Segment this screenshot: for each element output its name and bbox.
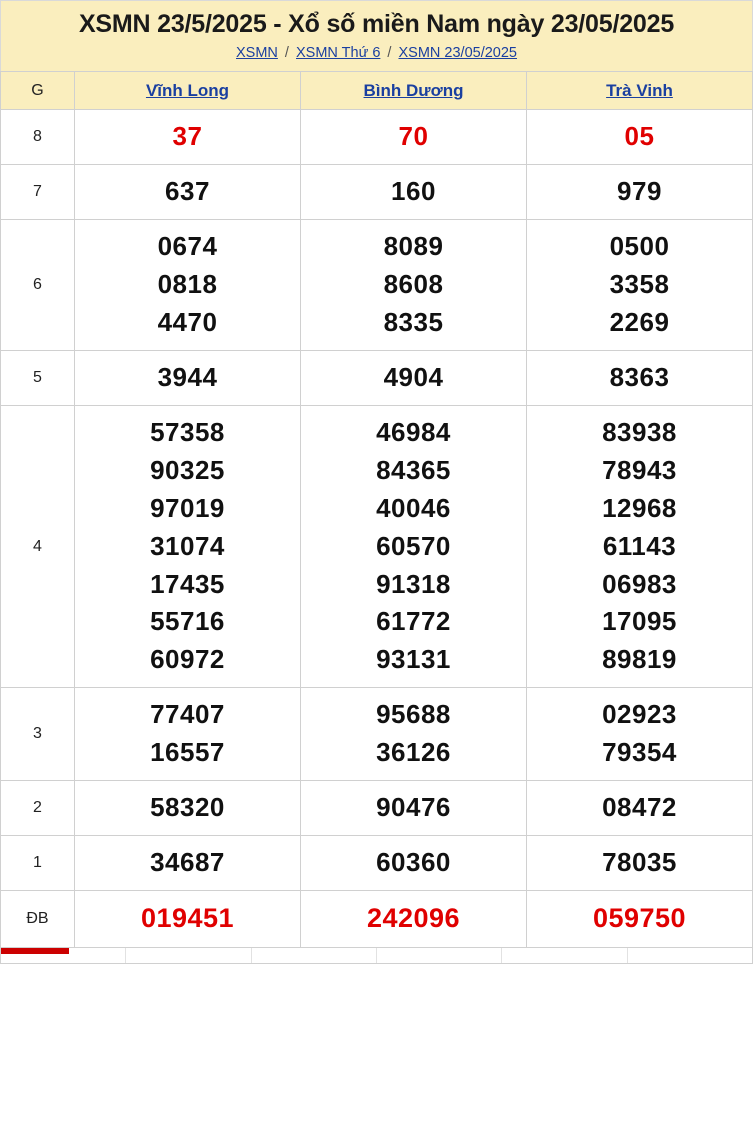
lottery-number: 83938 (602, 416, 677, 447)
lottery-number: 61772 (376, 606, 451, 637)
page-header (0, 0, 753, 71)
prize-label: 4 (1, 405, 75, 688)
table-row (1, 688, 753, 781)
prize-numbers-cell (301, 350, 527, 405)
footer-tick (502, 948, 627, 963)
lottery-number: 31074 (150, 530, 225, 561)
prize-numbers-cell (301, 219, 527, 350)
prize-numbers-cell (527, 219, 753, 350)
prize-numbers-cell (301, 781, 527, 836)
prize-numbers-cell (301, 836, 527, 891)
prize-label: ĐB (1, 891, 75, 947)
footer-tick (126, 948, 251, 963)
lottery-number: 58320 (150, 792, 225, 823)
prize-numbers-cell (75, 219, 301, 350)
column-header-province-1 (301, 72, 527, 110)
prize-label: 8 (1, 110, 75, 165)
footer-tick (628, 948, 752, 963)
page-title: XSMN 23/5/2025 - Xổ số miền Nam ngày 23/05/2025 (78, 10, 675, 38)
breadcrumb-link-2[interactable]: XSMN Thứ 6 (296, 45, 381, 61)
lottery-number: 8335 (383, 306, 444, 337)
prize-label: 6 (1, 219, 75, 350)
lottery-number: 8089 (383, 230, 444, 261)
lottery-number: 637 (165, 175, 210, 206)
lottery-number: 97019 (150, 492, 225, 523)
breadcrumb-link-0[interactable]: XSMN (236, 45, 278, 61)
breadcrumb-separator: / (383, 45, 396, 61)
prize-numbers-cell (527, 781, 753, 836)
breadcrumb-link-4[interactable]: XSMN 23/05/2025 (398, 45, 517, 61)
footer-progress-strip (0, 948, 753, 964)
prize-label: 2 (1, 781, 75, 836)
lottery-number: 4904 (383, 361, 444, 392)
prize-numbers-cell (75, 164, 301, 219)
prize-numbers-cell (75, 110, 301, 165)
prize-numbers-cell (75, 781, 301, 836)
lottery-number: 06983 (602, 568, 677, 599)
lottery-number: 70 (398, 121, 429, 151)
province-link-0[interactable]: Vĩnh Long (145, 80, 230, 100)
lottery-number: 60360 (376, 847, 451, 878)
prize-numbers-cell (527, 405, 753, 688)
prize-numbers-cell (527, 891, 753, 947)
lottery-number: 78943 (602, 454, 677, 485)
lottery-number: 90476 (376, 792, 451, 823)
prize-numbers-cell (301, 891, 527, 947)
lottery-number: 0500 (609, 230, 670, 261)
lottery-number: 90325 (150, 454, 225, 485)
breadcrumb-separator: / (280, 45, 293, 61)
column-header-province-2 (527, 72, 753, 110)
lottery-number: 93131 (376, 644, 451, 675)
table-row (1, 781, 753, 836)
table-row (1, 836, 753, 891)
lottery-number: 36126 (376, 737, 451, 768)
lottery-number: 57358 (150, 416, 225, 447)
lottery-number: 79354 (602, 737, 677, 768)
prize-numbers-cell (301, 688, 527, 781)
prize-numbers-cell (301, 164, 527, 219)
lottery-number: 84365 (376, 454, 451, 485)
column-header-prize: G (1, 72, 75, 110)
lottery-number: 17095 (602, 606, 677, 637)
lottery-number: 05 (624, 121, 655, 151)
lottery-number: 0674 (157, 230, 218, 261)
lottery-number: 55716 (150, 606, 225, 637)
lottery-number: 019451 (140, 903, 235, 934)
lottery-number: 3944 (157, 361, 218, 392)
breadcrumb (7, 45, 746, 61)
prize-label: 1 (1, 836, 75, 891)
table-row (1, 891, 753, 947)
prize-label: 7 (1, 164, 75, 219)
prize-numbers-cell (75, 891, 301, 947)
table-row (1, 350, 753, 405)
province-link-2[interactable]: Trà Vinh (606, 80, 673, 100)
prize-numbers-cell (301, 405, 527, 688)
table-row (1, 110, 753, 165)
prize-numbers-cell (301, 110, 527, 165)
lottery-number: 4470 (157, 306, 218, 337)
prize-numbers-cell (527, 350, 753, 405)
lottery-number: 34687 (150, 847, 225, 878)
prize-numbers-cell (527, 688, 753, 781)
lottery-number: 0818 (157, 268, 218, 299)
lottery-number: 95688 (376, 699, 451, 730)
prize-numbers-cell (527, 110, 753, 165)
table-row (1, 164, 753, 219)
lottery-number: 160 (391, 175, 436, 206)
prize-numbers-cell (75, 350, 301, 405)
footer-tick (252, 948, 377, 963)
lottery-number: 61143 (602, 530, 677, 561)
prize-numbers-cell (527, 836, 753, 891)
prize-numbers-cell (75, 688, 301, 781)
lottery-number: 02923 (602, 699, 677, 730)
prize-label: 3 (1, 688, 75, 781)
lottery-number: 12968 (602, 492, 677, 523)
lottery-number: 8363 (609, 361, 670, 392)
lottery-number: 242096 (366, 903, 461, 934)
lottery-number: 979 (617, 175, 662, 206)
lottery-number: 46984 (376, 416, 451, 447)
prize-label: 5 (1, 350, 75, 405)
province-link-1[interactable]: Bình Dương (363, 80, 464, 100)
footer-tick (377, 948, 502, 963)
lottery-number: 17435 (150, 568, 225, 599)
table-row (1, 219, 753, 350)
table-body (1, 110, 753, 948)
lottery-number: 91318 (376, 568, 451, 599)
lottery-number: 08472 (602, 792, 677, 823)
footer-ticks (1, 948, 752, 963)
lottery-number: 60570 (376, 530, 451, 561)
prize-numbers-cell (75, 405, 301, 688)
lottery-number: 16557 (150, 737, 225, 768)
lottery-number: 8608 (383, 268, 444, 299)
lottery-number: 78035 (602, 847, 677, 878)
prize-numbers-cell (527, 164, 753, 219)
lottery-number: 40046 (376, 492, 451, 523)
table-row (1, 405, 753, 688)
lottery-results-table (0, 71, 753, 948)
lottery-number: 77407 (150, 699, 225, 730)
lottery-number: 37 (172, 121, 203, 151)
footer-red-bar (1, 948, 69, 954)
lottery-number: 059750 (592, 903, 687, 934)
table-header-row (1, 72, 753, 110)
prize-numbers-cell (75, 836, 301, 891)
lottery-number: 2269 (609, 306, 670, 337)
lottery-number: 89819 (602, 644, 677, 675)
lottery-number: 3358 (609, 268, 670, 299)
column-header-province-0 (75, 72, 301, 110)
lottery-number: 60972 (150, 644, 225, 675)
